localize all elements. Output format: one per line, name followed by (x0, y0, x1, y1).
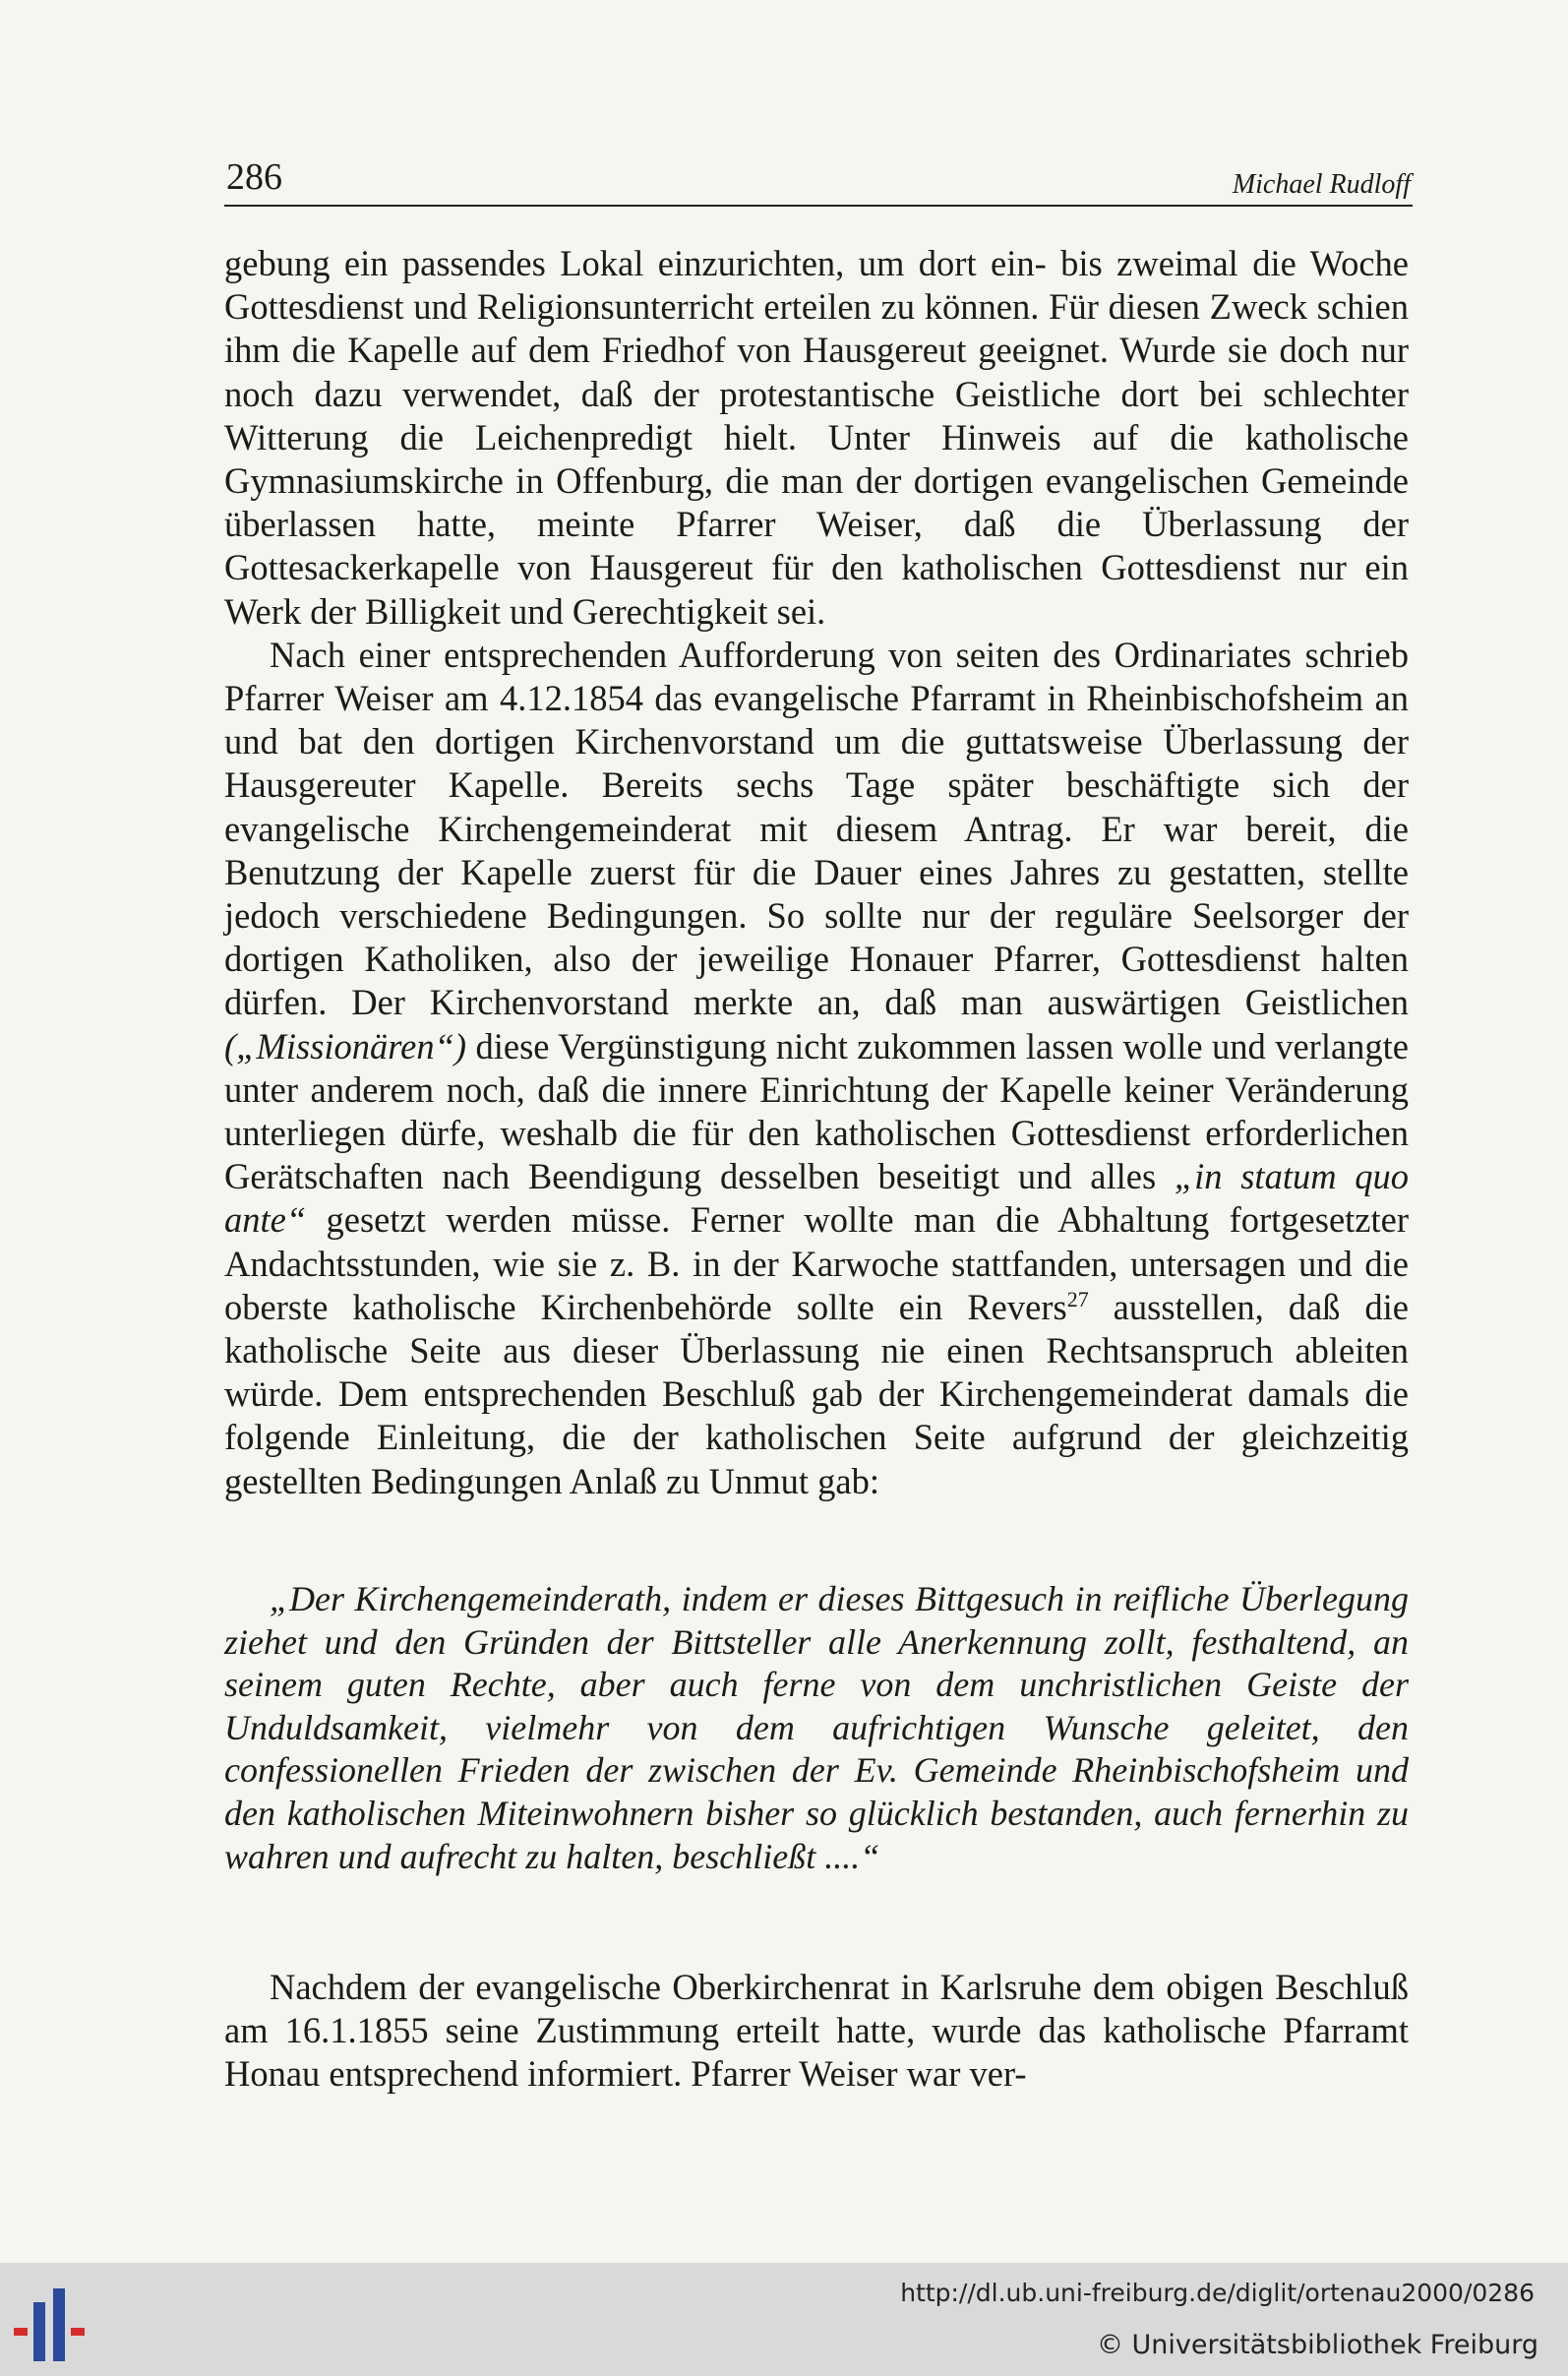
logo-red-dash (14, 2328, 28, 2336)
paragraph: gebung ein passendes Lokal einzurichten, um dort ein- bis zweimal die Woche Gottesdienst und Religionsunterricht erteilen zu können. Für diesen Zweck schien ihm die Kapelle auf dem Friedhof von Hausgereut geeignet. Wurde sie doch nur noch dazu verwendet, daß der protestantische Geistliche dort bei schlechter Witterung die Leichenpredigt hielt. Unter Hinweis auf die katholische Gymnasiumskirche in Offenburg, die man der dortigen evangelischen Gemeinde überlassen hatte, meinte Pfarrer Weiser, daß die Überlassung der Gottesackerkapelle von Hausgereut für den katholischen Gottesdienst nur ein Werk der Billigkeit und Gerechtigkeit sei. (224, 243, 1409, 632)
paragraph (224, 634, 1409, 1503)
ub-freiburg-logo-icon[interactable] (14, 2288, 102, 2361)
source-url-link[interactable]: http://dl.ub.uni-freiburg.de/diglit/ortenau2000/0286 (900, 2279, 1535, 2307)
page-header (224, 150, 1413, 207)
text-run: ausstellen, daß die katholische Seite aus dieser Überlassung nie einen Rechtsanspruch ableiten würde. Dem entsprechenden Beschluß gab der Kirchengemeinderat damals die folgende Einleitung, die der katholischen Seite aufgrund der gleichzeitig gestellten Bedingungen Anlaß zu Unmut gab: (224, 1286, 1409, 1501)
text-run: gesetzt werden müsse. Ferner wollte man die Abhaltung fortgesetzter Andachtsstunden, wie sie z. B. in der Karwoche stattfanden, untersagen und die oberste katholische Kirchenbehörde sollte ein Revers (224, 1199, 1409, 1327)
text-run: Nach einer entsprechenden Aufforderung von seiten des Ordinariates schrieb Pfarrer Weiser am 4.12.1854 das evangelische Pfarramt in Rheinbischofsheim an und bat den dortigen Kirchenvorstand um die guttatsweise Überlassung der Hausgereuter Kapelle. Bereits sechs Tage später beschäftigte sich der evangelische Kirchengemeinderat mit diesem Antrag. Er war bereit, die Benutzung der Kapelle zuerst für die Dauer eines Jahres zu gestatten, stellte jedoch verschiedene Bedingungen. So sollte nur der reguläre Seelsorger der dortigen Katholiken, also der jeweilige Honauer Pfarrer, Gottesdienst halten dürfen. Der Kirchenvorstand merkte an, daß man auswärtigen Geistlichen (224, 634, 1409, 1023)
logo-blue-bar (53, 2288, 65, 2361)
block-quote: „Der Kirchengemeinderath, indem er dieses Bittgesuch in reifliche Überlegung ziehet und den Gründen der Bittsteller alle Anerkennung zollt, festhaltend, an seinem guten Rechte, aber auch ferne von dem unchristlichen Geiste der Unduldsamkeit, vielmehr von dem aufrichtigen Wunsche geleitet, den confessionellen Frieden der zwischen der Ev. Gemeinde Rheinbischofsheim und den katholischen Miteinwohnern bisher so glücklich bestanden, auch fernerhin zu wahren und aufrecht zu halten, beschließt ....“ (224, 1579, 1409, 1876)
italic-text: „in statum quo ante“ (224, 1156, 1409, 1241)
page-number: 286 (226, 156, 282, 198)
body-text (224, 242, 1409, 1503)
italic-text: („Missionären“) (224, 1025, 467, 1066)
logo-red-dash (71, 2328, 85, 2336)
logo-blue-bar (33, 2302, 45, 2361)
footnote-reference[interactable]: 27 (1066, 1286, 1089, 1311)
copyright-notice: © Universitätsbibliothek Freiburg (1096, 2330, 1538, 2360)
running-head-author: Michael Rudloff (1232, 169, 1411, 200)
text-run: diese Vergünstigung nicht zukommen lassen wolle und verlangte unter anderem noch, daß die innere Einrichtung der Kapelle keiner Veränderung unterliegen dürfe, weshalb die für den katholischen Gottesdienst erforderlichen Gerätschaften nach Beendigung desselben beseitigt und alles (224, 1025, 1409, 1197)
paragraph: Nachdem der evangelische Oberkirchenrat in Karlsruhe dem obigen Beschluß am 16.1.1855 seine Zustimmung erteilt hatte, wurde das katholische Pfarramt Honau entsprechend informiert. Pfarrer Weiser war ver- (224, 1967, 1409, 2095)
